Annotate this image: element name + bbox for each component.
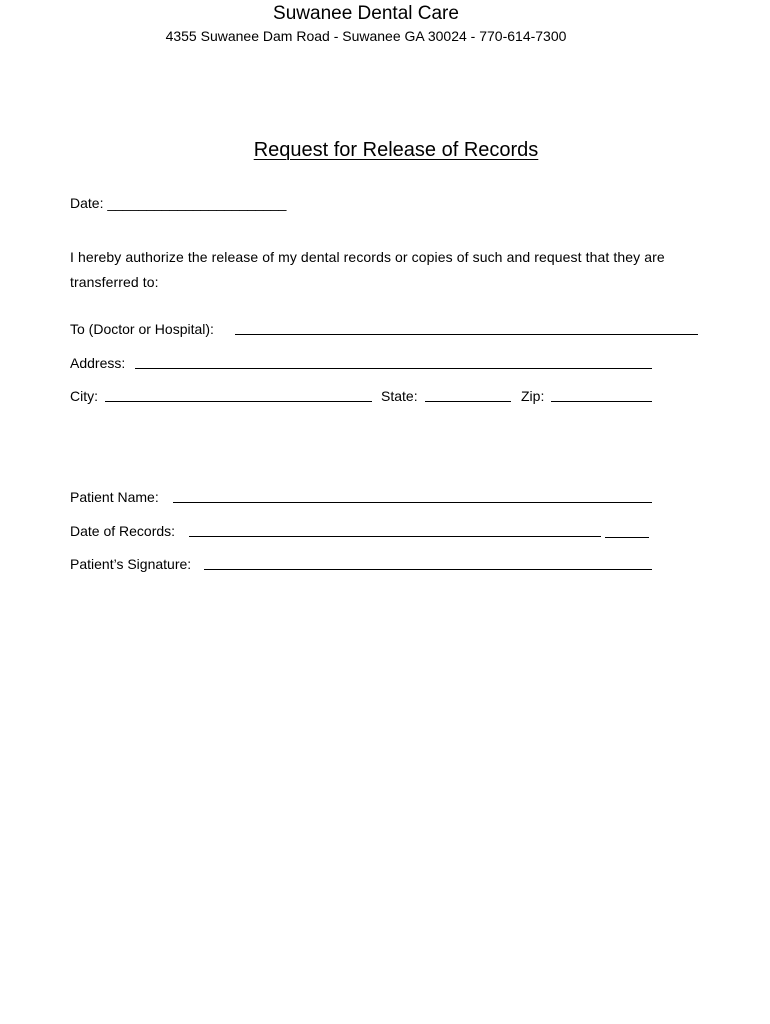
signature-label: Patient’s Signature: xyxy=(70,556,192,572)
zip-line xyxy=(551,401,652,402)
date-of-records-line-extra xyxy=(605,537,649,538)
state-label: State: xyxy=(381,388,418,404)
patient-name-label: Patient Name: xyxy=(70,489,159,505)
city-label: City: xyxy=(70,388,98,404)
address-line xyxy=(135,368,652,369)
date-field xyxy=(70,195,286,211)
authorization-text: I hereby authorize the release of my dental records or copies of such and request that they are transferred to: xyxy=(70,249,665,290)
signature-line xyxy=(204,569,652,570)
to-doctor-line xyxy=(235,334,698,335)
practice-name: Suwanee Dental Care xyxy=(273,3,459,24)
zip-label: Zip: xyxy=(521,388,545,404)
state-line xyxy=(425,401,511,402)
date-blank: _______________________ xyxy=(107,195,287,211)
date-label: Date: xyxy=(70,195,104,211)
address-label: Address: xyxy=(70,355,126,371)
practice-address: 4355 Suwanee Dam Road - Suwanee GA 30024 - 770-614-7300 xyxy=(165,28,567,44)
patient-name-line xyxy=(173,502,652,503)
to-label: To (Doctor or Hospital): xyxy=(70,321,214,337)
date-of-records-line xyxy=(189,536,601,537)
date-of-records-label: Date of Records: xyxy=(70,523,176,539)
city-line xyxy=(105,401,372,402)
form-title: Request for Release of Records xyxy=(253,139,539,161)
